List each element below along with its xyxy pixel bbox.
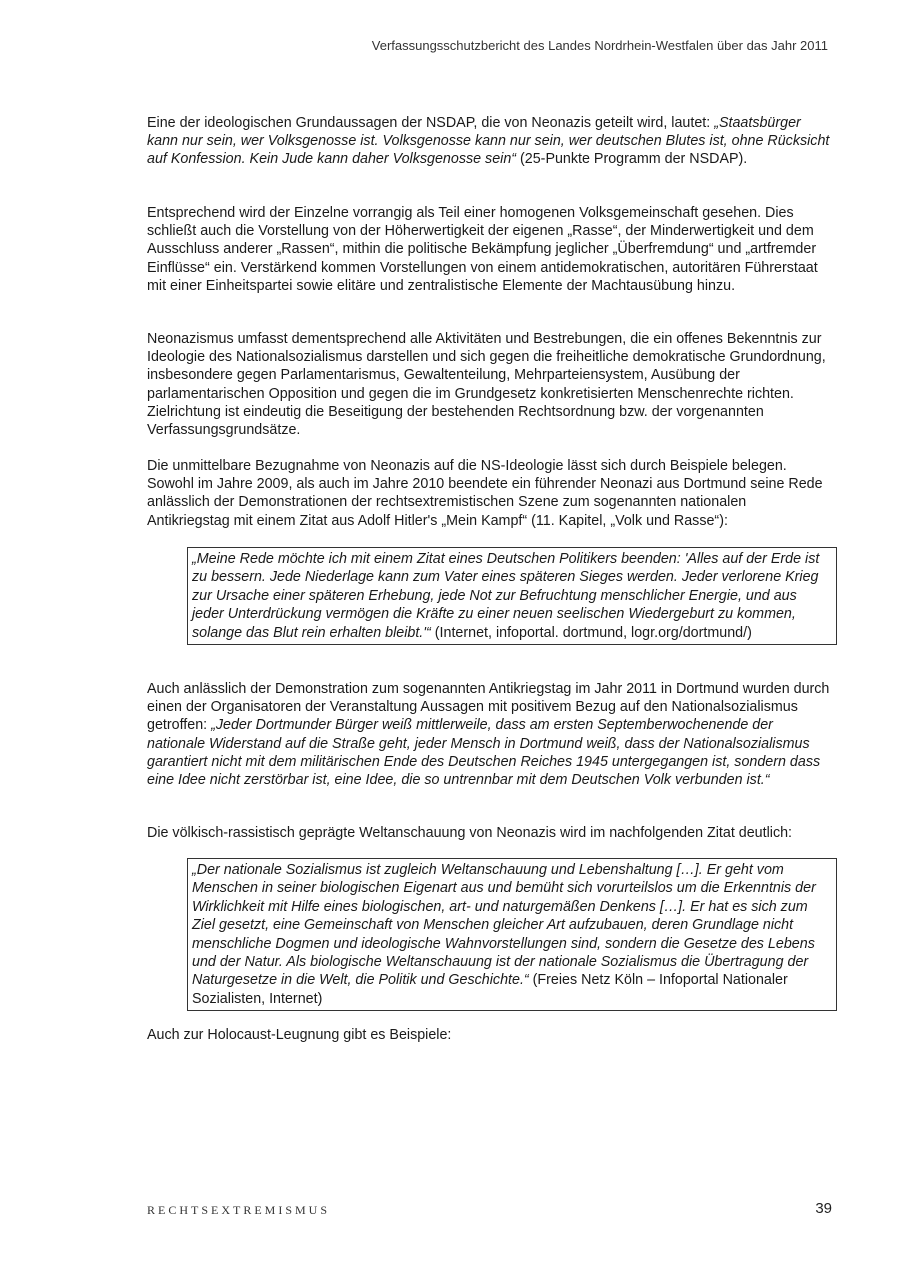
paragraph-nsdap-statement: Eine der ideologischen Grundaussagen der NSDAP, die von Neonazis geteilt wird, lautet: „Staatsbürger kann nur sein, wer Volksgenosse ist. Volksgenosse kann nur sein, wer deutschen Blutes ist, ohne Rücksicht auf Konfession. Kein Jude kann daher Volksgenosse sein“ (25-Punkte Programm der NSDAP).: [147, 115, 830, 168]
footer-section-title: RECHTSEXTREMISMUS: [147, 1203, 331, 1217]
running-header: Verfassungsschutzbericht des Landes Nordrhein-Westfalen über das Jahr 2011: [371, 38, 828, 53]
quote-box-mein-kampf: „Meine Rede möchte ich mit einem Zitat eines Deutschen Politikers beenden: 'Alles auf der Erde ist zu bessern. Jede Niederlage kann zum Vater eines späteren Sieges werden. Jeder verlorene Krieg zur Ursache einer späteren Erhebung, jede Not zur Befruchtung menschlicher Energie, und aus jeder Unterdrückung vermögen die Kräfte zu einer neuen seelischen Wiedergeburt zu kommen, solange das Blut rein erhalten bleibt.'“ (Internet, infoportal. dortmund, logr.org/dortmund/): [187, 547, 837, 645]
paragraph-voelkisch-worldview: Die völkisch-rassistisch geprägte Weltanschauung von Neonazis wird im nachfolgenden Zitat deutlich:: [147, 825, 793, 841]
paragraph-holocaust-denial: Auch zur Holocaust-Leugnung gibt es Beispiele:: [147, 1027, 452, 1043]
paragraph-neonazismus-definition: Neonazismus umfasst dementsprechend alle Aktivitäten und Bestrebungen, die ein offenes Bekenntnis zur Ideologie des Nationalsozialismus darstellen und sich gegen die freiheitliche demokratische Grundordnung, insbesondere gegen Parlamentarismus, Gewaltenteilung, Mehrparteiensystem, Ausübung der parlamentarischen Opposition und gegen die im Grundgesetz konkretisierten Menschenrechte richten. Zielrichtung ist eindeutig die Beseitigung der bestehenden Rechtsordnung bzw. der vorgenannten Verfassungsgrundsätze.: [147, 331, 826, 439]
paragraph-antikriegstag-2011: Auch anlässlich der Demonstration zum sogenannten Antikriegstag im Jahr 2011 in Dortmund wurden durch einen der Organisatoren der Veranstaltung Aussagen mit positivem Bezug auf den Nationalsozialismus getroffen: „Jeder Dortmunder Bürger weiß mittlerweile, dass am ersten Septemberwochenende der nationale Widerstand auf die Straße geht, jeder Mensch in Dortmund weiß, dass der Nationalsozialismus garantiert nicht mit dem militärischen Ende des Deutschen Reiches 1945 untergegangen ist, sondern dass eine Idee nicht zerstörbar ist, eine Idee, die so untrennbar mit dem Deutschen Volk verbunden ist.“: [147, 681, 830, 789]
nsdap-quote: „Staatsbürger kann nur sein, wer Volksgenosse ist. Volksgenosse kann nur sein, wer deutschen Blutes ist, ohne Rücksicht auf Konfession. Kein Jude kann daher Volksgenosse sein“: [147, 115, 830, 168]
paragraph-volksgemeinschaft: Entsprechend wird der Einzelne vorrangig als Teil einer homogenen Volksgemeinschaft gesehen. Dies schließt auch die Vorstellung von der Höherwertigkeit der eigenen „Rasse“, der Minderwertigkeit und dem Ausschluss anderer „Rassen“, mithin die politische Bekämpfung jeglicher „Überfremdung“ und „artfremder Einflüsse“ ein. Verstärkend kommen Vorstellungen von einem antidemokratischen, autoritären Führerstaat mit einer Einheitspartei sowie elitäre und zentralistische Elemente der Machtausübung hinzu.: [147, 205, 818, 294]
paragraph-ns-ideology-reference: Die unmittelbare Bezugnahme von Neonazis auf die NS-Ideologie lässt sich durch Beispiele belegen. Sowohl im Jahre 2009, als auch im Jahre 2010 beendete ein führender Neonazi aus Dortmund seine Rede anlässlich der Demonstrationen der rechtsextremistischen Szene zum sogenannten nationalen Antikriegstag mit einem Zitat aus Adolf Hitler's „Mein Kampf“ (11. Kapitel, „Volk und Rasse“):: [147, 458, 823, 529]
quote-box-freies-netz: „Der nationale Sozialismus ist zugleich Weltanschauung und Lebenshaltung […]. Er geht vom Menschen in seiner biologischen Eigenart aus und bemüht sich vorurteilslos um die Erkenntnis der Wirklichkeit mit Hilfe eines biologischen, art- und naturgemäßen Denkens […]. Er hat es sich zum Ziel gesetzt, eine Gemeinschaft von Menschen gleicher Art aufzubauen, deren Grundlage nicht menschliche Dogmen und ideologische Wahnvorstellungen sind, sondern die Gesetze des Lebens und der Natur. Als biologische Weltanschauung ist der nationale Sozialismus die Übertragung der Naturgesetze in die Welt, die Politik und Geschichte.“ (Freies Netz Köln – Infoportal Nationaler Sozialisten, Internet): [187, 858, 837, 1011]
antikriegstag-quote: „Jeder Dortmunder Bürger weiß mittlerweile, dass am ersten Septemberwochenende der nationale Widerstand auf die Straße geht, jeder Mensch in Dortmund weiß, dass der Nationalsozialismus garantiert nicht mit dem militärischen Ende des Deutschen Reiches 1945 untergegangen ist, sondern dass eine Idee nicht zerstörbar ist, eine Idee, die so untrennbar mit dem Deutschen Volk verbunden ist.“: [147, 717, 821, 789]
page-number: 39: [815, 1200, 832, 1217]
